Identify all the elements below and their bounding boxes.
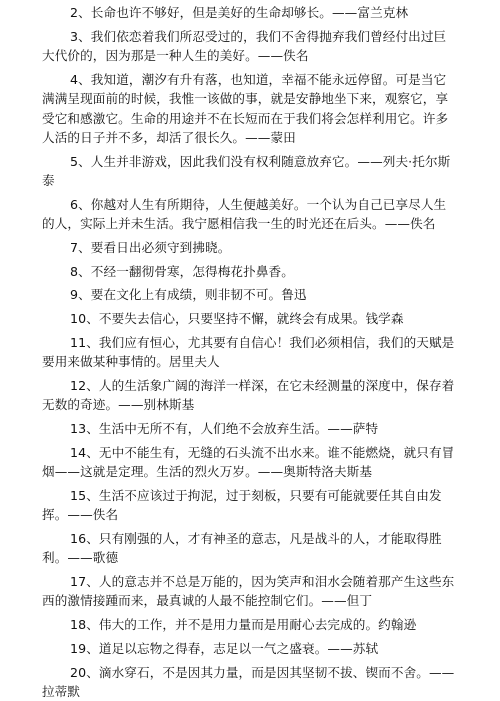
- quote-paragraph: 16、只有刚强的人，才有神圣的意志，凡是战斗的人，才能取得胜利。——歌德: [42, 530, 442, 566]
- quote-paragraph: 15、生活不应该过于拘泥，过于刻板，只要有可能就要任其自由发挥。——佚名: [42, 487, 442, 523]
- quote-paragraph: 7、要看日出必须守到拂晓。: [70, 239, 231, 255]
- quote-paragraph: 6、你越对人生有所期待，人生便越美好。一个认为自己已享尽人生的人，实际上并未生活。我宁愿相信我一生的时光还在后头。——佚名: [42, 196, 447, 232]
- quote-paragraph: 18、伟大的工作，并不是用力量而是用耐心去完成的。约翰逊: [70, 617, 417, 633]
- quote-paragraph: 9、要在文化上有成绩，则非韧不可。鲁迅: [70, 287, 307, 303]
- quote-paragraph: 10、不要失去信心，只要坚持不懈，就终会有成果。钱学森: [70, 311, 404, 327]
- quote-paragraph: 13、生活中无所不有，人们绝不会放弃生活。——萨特: [70, 420, 379, 436]
- quote-paragraph: 19、道足以忘物之得春，志足以一气之盛衰。——苏轼: [70, 640, 379, 656]
- quote-paragraph: 11、我们应有恒心，尤其要有自信心！我们必须相信，我们的天赋是要用来做某种事情的。居里夫人: [42, 334, 455, 370]
- quote-paragraph: 3、我们依恋着我们所忍受过的，我们不舍得抛弃我们曾经付出过巨大代价的，因为那是一种人生的美好。——佚名: [42, 28, 447, 64]
- quote-paragraph: 14、无中不能生有，无缝的石头流不出水来。谁不能燃烧，就只有冒烟——这就是定理。生活的烈火万岁。——奥斯特洛夫斯基: [42, 444, 455, 480]
- quote-paragraph: 4、我知道，潮汐有升有落，也知道，幸福不能永远停留。可是当它满满呈现面前的时候，我惟一该做的事，就是安静地坐下来，观察它，享受它和感激它。生命的用途并不在长短而在于我们将会怎样利用它。许多人活的日子并不多，却活了很长久。——蒙田: [42, 71, 449, 146]
- quote-paragraph: 17、人的意志并不总是万能的，因为笑声和泪水会随着那产生这些东西的激情接踵而来，最真诚的人最不能控制它们。——但丁: [42, 574, 455, 609]
- quote-paragraph: 5、人生并非游戏，因此我们没有权利随意放弃它。——列夫·托尔斯泰: [42, 153, 451, 189]
- quote-paragraph: 20、滴水穿石，不是因其力量，而是因其坚韧不拔、锲而不舍。——拉蒂默: [42, 664, 455, 699]
- quote-paragraph: 8、不经一翻彻骨寒，怎得梅花扑鼻香。: [70, 263, 294, 279]
- quote-paragraph: 12、人的生活象广阔的海洋一样深，在它未经测量的深度中，保存着无数的奇迹。——别林斯基: [42, 377, 455, 413]
- quote-paragraph: 2、长命也许不够好，但是美好的生命却够长。——富兰克林: [70, 5, 409, 20]
